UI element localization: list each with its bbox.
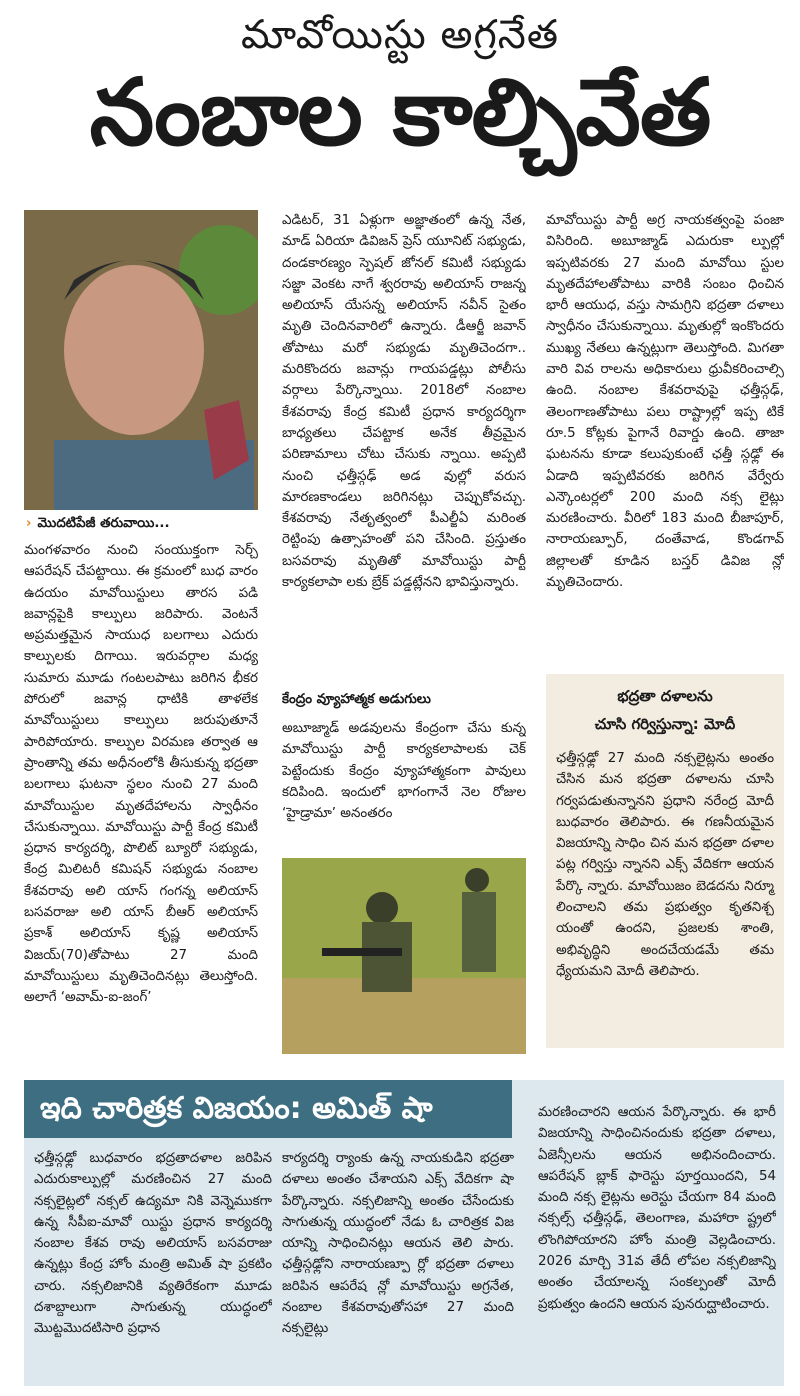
portrait-illustration xyxy=(24,210,258,510)
portrait-photo xyxy=(24,210,258,510)
column-3 xyxy=(546,210,784,666)
box-text: ఛత్తీస్గఢ్లో 27 మంది నక్సలైట్లను అంతం చేసిన మన భద్రతా దళాలను చూసి గర్వపడుతున్నానని ప్రధాని నరేంద్ర మోదీ బుధవారం తెలిపారు. ఈ గణనీయమైన విజయాన్ని సాధిం చిన మన భద్రతా దళాల పట్ల గర్విస్తు న్నానని ఎక్స్ వేదికగా ఆయన పేర్కొ న్నారు. మావోయిజం బెడదను నిర్మూ లించాలని తమ ప్రభుత్వం కృతనిశ్చ యంతో ఉందని, ప్రజలకు శాంతి, అభివృద్ధిని అందచేయడమే తమ ధ్యేయమని మోదీ తెలిపారు. xyxy=(556,751,774,979)
column-2-continued xyxy=(282,718,526,848)
band-title xyxy=(24,1080,512,1138)
band-column-2-text: కార్యదర్శి ర్యాంకు ఉన్న నాయకుడిని భద్రతా దళాలు అంతం చేశాయని ఎక్స్ వేదికగా షా పేర్కొన్నారు. నక్సలిజాన్ని అంతం చేసేందుకు సాగుతున్న యుద్ధంలో నేడు ఓ చారిత్రక విజ యాన్ని సాధించినట్లు ఆయన తెలి పారు. ఛత్తీస్గఢ్లోని నారాయణ్పూ ర్లో భద్రతా దళాలు జరిపిన ఆపరేష న్లో మావోయిస్టు అగ్రనేత, నంబాల కేశవరావుతోసహా 27 మంది నక్సలైట్లు xyxy=(282,1151,514,1337)
band-column-2 xyxy=(282,1148,514,1380)
soldiers-photo xyxy=(282,858,526,1054)
column-2-subhead: కేంద్రం వ్యూహాత్మక అడుగులు xyxy=(282,692,431,707)
box-title-line-1: భద్రతా దళాలను xyxy=(617,687,713,705)
kicker: మావోయిస్టు అగ్రనేత xyxy=(240,12,560,58)
band-column-3 xyxy=(538,1102,776,1380)
headline: నంబాల కాల్చివేత xyxy=(89,59,711,166)
column-1 xyxy=(24,540,258,1060)
chevron-right-icon: › xyxy=(26,516,32,531)
modi-sidebar-box xyxy=(546,674,784,1048)
column-2-text-2: అబూజ్మాడ్ అడవులను కేంద్రంగా చేసు కున్న మావోయిస్టు పార్టీ కార్యకలాపాలకు చెక్ పెట్టేందుకు కేంద్రం వ్యూహాత్మకంగా పావులు కదిపింది. ఇందులో భాగంగానే నెల రోజుల ‘హైడ్రామా’ అనంతరం xyxy=(282,721,526,822)
column-2 xyxy=(282,210,526,680)
column-3-text: మావోయిస్టు పార్టీ అగ్ర నాయకత్వంపై పంజా విసిరింది. అబూజ్మాడ్ ఎదురుకా ల్పుల్లో ఇప్పటివరకు 27 మంది మావోయి స్టుల మృతదేహాలతోపాటు వారికి సంబం ధించిన భారీ ఆయుధ, వస్తు సామగ్రిని భద్రతా దళాలు స్వాధీనం చేసుకున్నాయి. మృతుల్లో ఇంకొందరు ముఖ్య నేతలు ఉన్నట్లుగా తెలుస్తోంది. మిగతా వారి వివ రాలను అధికారులు ధ్రువీకరించాల్సి ఉంది. నంబాల కేశవరావుపై ఛత్తీస్గఢ్, తెలంగాణతోపాటు పలు రాష్ట్రాల్లో ఇప్ప టికే రూ.5 కోట్లకు పైగానే రివార్డు ఉంది. తాజా ఘటనను కూడా కలుపుకుంటే ఛత్తీ స్గఢ్లో ఈ ఏడాది ఇప్పటివరకు జరిగిన వేర్వేరు ఎన్కౌంటర్లలో 200 మంది నక్స లైట్లు మరణించారు. వీరిలో 183 మంది బీజాపూర్, నారాయణ్పూర్, దంతేవాడ, కొండగావ్ జిల్లాలతో కూడిన బస్తర్ డివిజ న్లో మృతిచెందారు. xyxy=(546,213,784,591)
caption-text: మొదటిపేజీ తరువాయి... xyxy=(37,516,170,531)
band-column-1-text: ఛత్తీస్గఢ్లో బుధవారం భద్రతాదళాల జరిపిన ఎదురుకాల్పుల్లో మరణించిన 27 మంది నక్సలైట్లలో నక్సల్ ఉద్యమా నికి వెన్నెముకగా ఉన్న సీపీఐ-మావో యిస్టు ప్రధాన కార్యదర్శి నంబాల కేశవ రావు అలియాస్ బసవరాజు ఉన్నట్లు కేంద్ర హోం మంత్రి అమిత్ షా ప్రకటిం చారు. నక్సలిజానికి వ్యతిరేకంగా మూడు దశాబ్దాలుగా సాగుతున్న యుద్ధంలో మొట్టమొదటిసారి ప్రధాన xyxy=(34,1151,272,1337)
box-title-line-2: చూసి గర్విస్తున్నా: మోదీ xyxy=(594,715,736,733)
photo-caption xyxy=(26,516,258,534)
band-column-3-text: మరణించారని ఆయన పేర్కొన్నారు. ఈ భారీ విజయాన్ని సాధించినందుకు భద్రతా దళాలు, ఏజెన్సీలను ఆయన అభినందించారు. ఆపరేషన్ బ్లాక్ ఫారెస్టు పూర్తయిందని, 54 మంది నక్స లైట్లను అరెస్టు చేయగా 84 మంది నక్సల్స్ ఛత్తీస్గఢ్, తెలంగాణ, మహారా ష్ట్రలో లొంగిపోయారని హోం మంత్రి వెల్లడించారు. 2026 మార్చి 31వ తేదీ లోపల నక్సలిజాన్ని అంతం చేయాలన్న సంకల్పంతో మోదీ ప్రభుత్వం ఉందని ఆయన పునరుద్ఘాటించారు. xyxy=(538,1105,776,1312)
column-2-text: ఎడిటర్, 31 ఏళ్లుగా అజ్ఞాతంలో ఉన్న నేత, మాడ్ ఏరియా డివిజన్ ప్రెస్ యూనిట్ సభ్యుడు, దండకారణ్యం స్పెషల్ జోనల్ కమిటీ సభ్యుడు సజ్జా వెంకట నాగే శ్వరరావు అలియాస్ రాజన్న అలియాస్ యేసన్న అలియాస్ నవీన్ సైతం మృతి చెందినవారిలో ఉన్నారు. డీఆర్జీ జవాన్ తోపాటు మరో సభ్యుడు మృతిచెందగా.. మరికొందరు జవాన్లు గాయపడ్డట్లు పోలీసు వర్గాలు పేర్కొన్నాయి. 2018లో నంబాల కేశవరావు కేంద్ర కమిటీ ప్రధాన కార్యదర్శిగా బాధ్యతలు చేపట్టాక అనేక తీవ్రమైన పరిణామాలు చోటు చేసుకు న్నాయి. అప్పటి నుంచి ఛత్తీస్గఢ్ అడ వుల్లో వరుస మారణకాండలు జరిగినట్లు చెప్పుకోవచ్చు. కేశవరావు నేతృత్వంలో పీఎల్జీఏ మరింత రెట్టింపు ఉత్సాహంతో పని చేసింది. ప్రస్తుతం బసవరావు మృతితో మావోయిస్టు పార్టీ కార్యకలాపా లకు బ్రేక్ పడ్డట్లేనని భావిస్తున్నారు. xyxy=(282,213,526,591)
soldiers-illustration xyxy=(282,858,526,1054)
band-column-1 xyxy=(34,1148,272,1380)
column-1-text: మంగళవారం నుంచి సంయుక్తంగా సెర్చ్ ఆపరేషన్ చేపట్టాయి. ఈ క్రమంలో బుధ వారం ఉదయం మావోయిస్టులు తారస పడి జవాన్లపైకి కాల్పులు జరిపారు. వెంటనే అప్రమత్తమైన సాయుధ బలగాలు ఎదురు కాల్పులకు దిగాయి. ఇరువర్గాల మధ్య సుమారు మూడు గంటలపాటు జరిగిన భీకర పోరులో జవాన్ల ధాటికి తాళలేక మావోయిస్టులు కాల్పులు జరుపుతూనే పారిపోయారు. కాల్పుల విరమణ తర్వాత ఆ ప్రాంతాన్ని తమ అధీనంలోకి తీసుకున్న భద్రతా బలగాలు ఘటనా స్థలం నుంచి 27 మంది మావోయిస్టుల మృతదేహాలను స్వాధీనం చేసుకున్నాయి. మావోయిస్టు పార్టీ కేంద్ర కమిటీ ప్రధాన కార్యదర్శి, పొలిట్ బ్యూరో సభ్యుడు, కేంద్ర మిలిటరీ కమిషన్ సభ్యుడు నంబాల కేశవరావు అలి యాస్ గంగన్న అలియాస్ బసవరాజు అలి యాస్ బీఆర్ అలియాస్ ప్రకాశ్ అలియాస్ కృష్ణ అలియాస్ విజయ్(70)తోపాటు 27 మంది మావోయిస్టులు మృతిచెందినట్లు తెలుస్తోంది. అలాగే ‘అవామ్-ఐ-జంగ్’ xyxy=(24,543,258,1006)
band-title-text: ఇది చారిత్రక విజయం: అమిత్ షా xyxy=(40,1091,433,1126)
